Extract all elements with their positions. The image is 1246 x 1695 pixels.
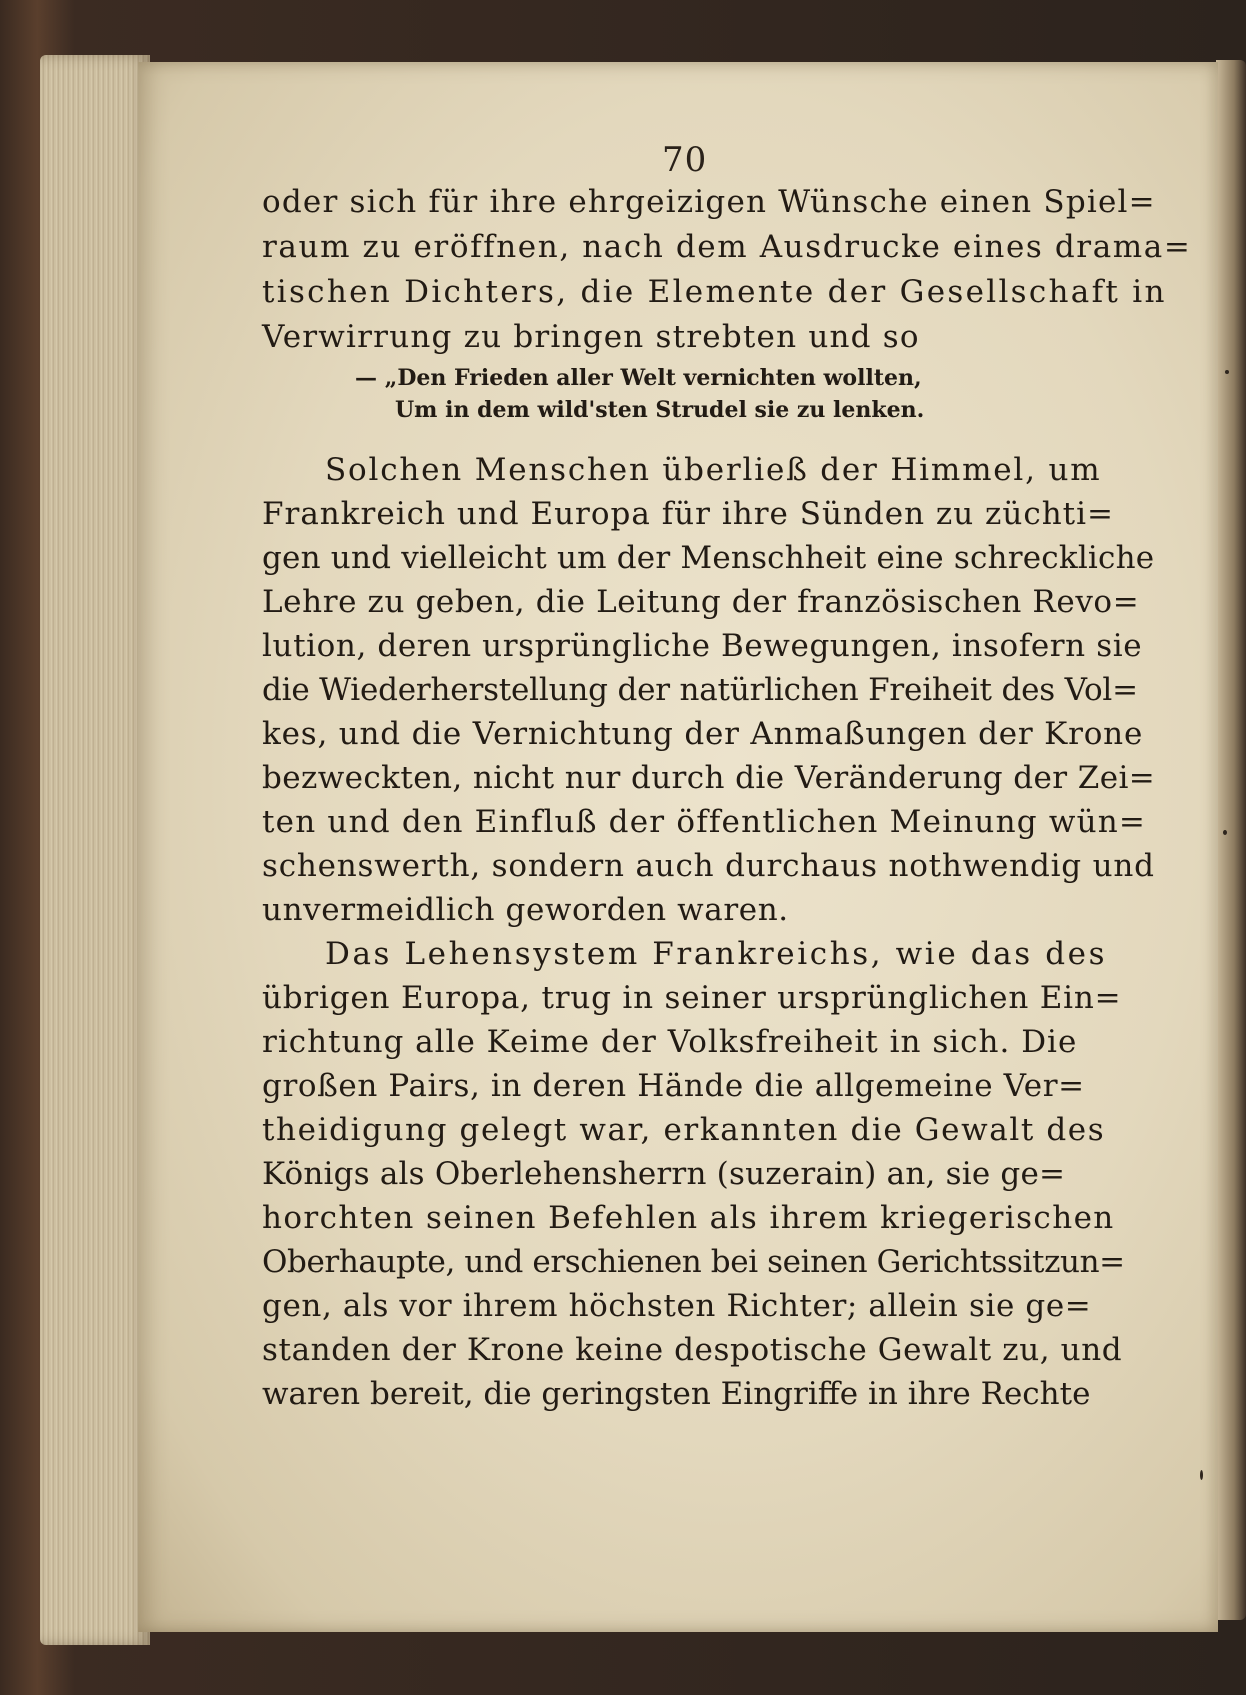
ink-speck xyxy=(1200,1470,1203,1480)
text-line: Solchen Menschen überließ der Himmel, um xyxy=(325,452,1102,488)
text-line: ten und den Einfluß der öffentlichen Meinung wün= xyxy=(262,804,1147,840)
text-line: theidigung gelegt war, erkannten die Gewalt des xyxy=(262,1112,1106,1148)
ink-speck xyxy=(1225,370,1229,374)
text-line: Oberhaupte, und erschienen bei seinen Gerichtssitzun= xyxy=(262,1244,1125,1280)
text-line: richtung alle Keime der Volksfreiheit in sich. Die xyxy=(262,1024,1078,1060)
book-cover-edge xyxy=(1216,60,1246,1620)
text-line: waren bereit, die geringsten Eingriffe in ihre Rechte xyxy=(262,1376,1091,1412)
page-number: 70 xyxy=(662,140,708,180)
text-line: schenswerth, sondern auch durchaus nothwendig und xyxy=(262,848,1155,884)
text-line: standen der Krone keine despotische Gewalt zu, und xyxy=(262,1332,1123,1368)
text-line: bezweckten, nicht nur durch die Veränderung der Zei= xyxy=(262,760,1156,796)
text-line: lution, deren ursprüngliche Bewegungen, insofern sie xyxy=(262,628,1143,664)
text-line: tischen Dichters, die Elemente der Gesellschaft in xyxy=(262,274,1167,310)
text-line: gen und vielleicht um der Menschheit eine schreckliche xyxy=(262,540,1155,576)
text-line: die Wiederherstellung der natürlichen Freiheit des Vol= xyxy=(262,672,1138,708)
ink-speck xyxy=(1223,830,1227,835)
text-line: Das Lehensystem Frankreichs, wie das des xyxy=(325,936,1108,972)
text-line: unvermeidlich geworden waren. xyxy=(262,892,789,928)
text-line: übrigen Europa, trug in seiner ursprünglichen Ein= xyxy=(262,980,1122,1016)
page-stack-edges xyxy=(40,55,150,1645)
text-line: Königs als Oberlehensherrn (suzerain) an, sie ge= xyxy=(262,1156,1066,1192)
text-line: kes, und die Vernichtung der Anmaßungen der Krone xyxy=(262,716,1144,752)
text-line: horchten seinen Befehlen als ihrem kriegerischen xyxy=(262,1200,1115,1236)
text-line: gen, als vor ihrem höchsten Richter; allein sie ge= xyxy=(262,1288,1092,1324)
text-line: oder sich für ihre ehrgeizigen Wünsche einen Spiel= xyxy=(262,184,1156,220)
text-line: Frankreich und Europa für ihre Sünden zu züchti= xyxy=(262,496,1115,532)
text-line: Lehre zu geben, die Leitung der französischen Revo= xyxy=(262,584,1140,620)
text-line: Verwirrung zu bringen strebten und so xyxy=(262,319,920,355)
verse-line: — „Den Frieden aller Welt vernichten wollten, xyxy=(355,365,922,391)
text-line: raum zu eröffnen, nach dem Ausdrucke eines drama= xyxy=(262,229,1192,265)
text-line: großen Pairs, in deren Hände die allgemeine Ver= xyxy=(262,1068,1085,1104)
verse-line: Um in dem wild'sten Strudel sie zu lenken. xyxy=(395,397,925,423)
